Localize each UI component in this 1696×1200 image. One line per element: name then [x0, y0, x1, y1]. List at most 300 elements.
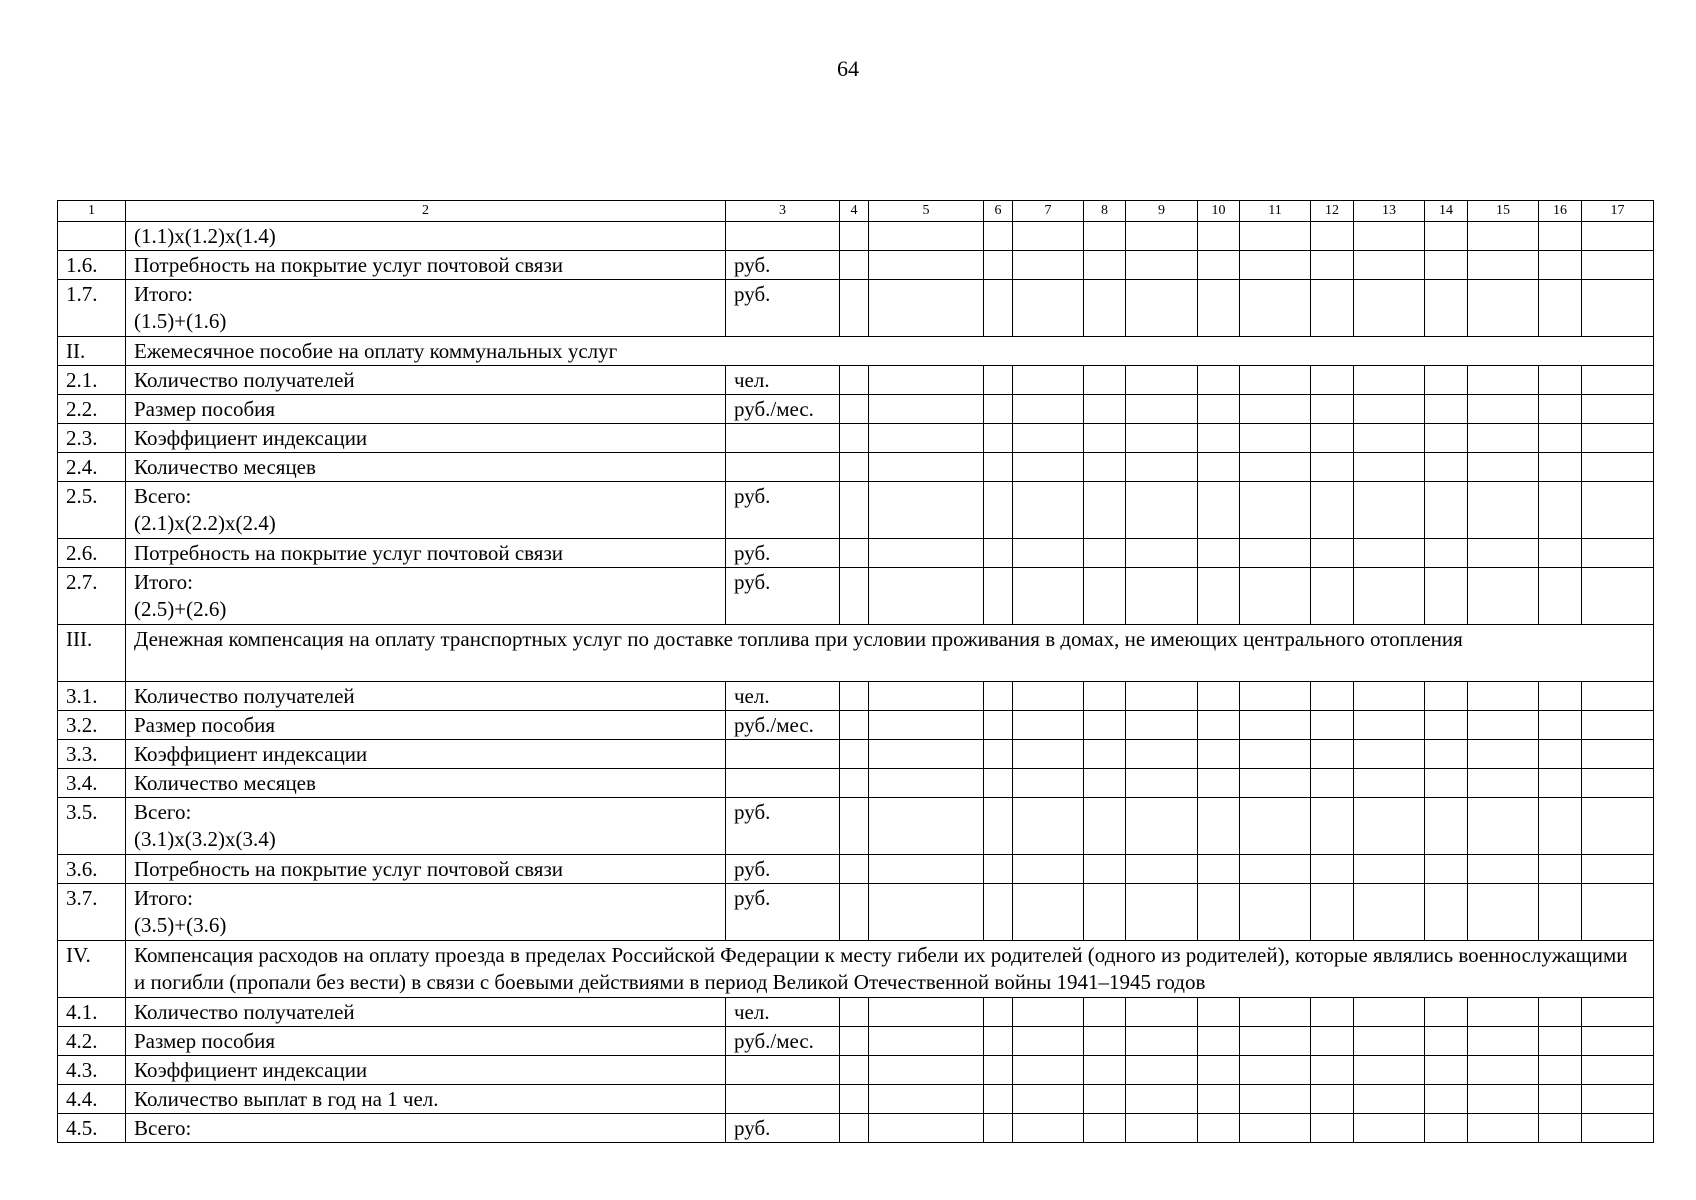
row-number-cell: II. [58, 337, 126, 366]
value-cell-col-17 [1582, 998, 1654, 1027]
value-cell-col-11 [1240, 798, 1311, 855]
row-number-cell: 2.1. [58, 366, 126, 395]
value-cell-col-4 [840, 855, 869, 884]
value-cell-col-6 [984, 280, 1013, 337]
value-cell-col-5 [869, 1114, 984, 1143]
row-number-cell: 3.2. [58, 711, 126, 740]
row-description-cell [126, 682, 726, 711]
row-number-cell: 2.5. [58, 482, 126, 539]
value-cell-col-12 [1311, 453, 1354, 482]
value-cell-col-15 [1468, 539, 1539, 568]
value-cell-col-15 [1468, 453, 1539, 482]
value-cell-col-4 [840, 568, 869, 625]
value-cell-col-4 [840, 1114, 869, 1143]
value-cell-col-14 [1425, 1056, 1468, 1085]
value-cell-col-13 [1354, 682, 1425, 711]
value-cell-col-7 [1013, 453, 1084, 482]
value-cell-col-5 [869, 482, 984, 539]
row-description-cell [126, 280, 726, 337]
value-cell-col-8 [1084, 682, 1126, 711]
column-header-6: 6 [984, 201, 1013, 222]
value-cell-col-12 [1311, 740, 1354, 769]
value-cell-col-15 [1468, 682, 1539, 711]
table-row [58, 884, 1654, 941]
value-cell-col-16 [1539, 1056, 1582, 1085]
value-cell-col-5 [869, 769, 984, 798]
value-cell-col-4 [840, 884, 869, 941]
table-row [58, 424, 1654, 453]
value-cell-col-6 [984, 769, 1013, 798]
value-cell-col-16 [1539, 539, 1582, 568]
value-cell-col-11 [1240, 769, 1311, 798]
value-cell-col-4 [840, 366, 869, 395]
column-header-10: 10 [1198, 201, 1240, 222]
row-description-line: Потребность на покрытие услуг почтовой связи [134, 857, 563, 881]
value-cell-col-12 [1311, 1056, 1354, 1085]
value-cell-col-13 [1354, 1085, 1425, 1114]
value-cell-col-15 [1468, 769, 1539, 798]
value-cell-col-12 [1311, 424, 1354, 453]
value-cell-col-17 [1582, 453, 1654, 482]
value-cell-col-5 [869, 998, 984, 1027]
row-number-cell: 1.7. [58, 280, 126, 337]
value-cell-col-9 [1126, 222, 1198, 251]
value-cell-col-13 [1354, 424, 1425, 453]
row-description-line: Количество выплат в год на 1 чел. [134, 1087, 439, 1111]
row-description-cell [126, 482, 726, 539]
row-description-line: Итого: [134, 282, 193, 306]
value-cell-col-6 [984, 884, 1013, 941]
value-cell-col-16 [1539, 1027, 1582, 1056]
row-number-cell: 2.6. [58, 539, 126, 568]
row-unit-cell [726, 1085, 840, 1114]
value-cell-col-12 [1311, 1085, 1354, 1114]
value-cell-col-12 [1311, 998, 1354, 1027]
value-cell-col-14 [1425, 1027, 1468, 1056]
value-cell-col-4 [840, 424, 869, 453]
value-cell-col-10 [1198, 251, 1240, 280]
value-cell-col-6 [984, 539, 1013, 568]
value-cell-col-12 [1311, 482, 1354, 539]
row-description-cell [126, 1056, 726, 1085]
value-cell-col-16 [1539, 482, 1582, 539]
value-cell-col-7 [1013, 769, 1084, 798]
value-cell-col-6 [984, 998, 1013, 1027]
value-cell-col-5 [869, 539, 984, 568]
value-cell-col-9 [1126, 798, 1198, 855]
value-cell-col-17 [1582, 740, 1654, 769]
value-cell-col-4 [840, 1027, 869, 1056]
value-cell-col-17 [1582, 1114, 1654, 1143]
row-description-cell [126, 366, 726, 395]
value-cell-col-4 [840, 998, 869, 1027]
row-description-line: Коэффициент индексации [134, 1058, 368, 1082]
row-unit-cell: чел. [726, 682, 840, 711]
value-cell-col-6 [984, 453, 1013, 482]
table-row [58, 711, 1654, 740]
value-cell-col-12 [1311, 682, 1354, 711]
row-description-cell [126, 884, 726, 941]
value-cell-col-15 [1468, 424, 1539, 453]
table-row [58, 453, 1654, 482]
row-description-cell [126, 769, 726, 798]
value-cell-col-7 [1013, 1085, 1084, 1114]
page-number: 64 [837, 56, 859, 81]
value-cell-col-7 [1013, 1056, 1084, 1085]
value-cell-col-13 [1354, 453, 1425, 482]
value-cell-col-16 [1539, 711, 1582, 740]
value-cell-col-12 [1311, 769, 1354, 798]
row-description-line: Размер пособия [134, 713, 276, 737]
value-cell-col-7 [1013, 222, 1084, 251]
value-cell-col-8 [1084, 798, 1126, 855]
value-cell-col-5 [869, 280, 984, 337]
value-cell-col-14 [1425, 682, 1468, 711]
row-description-cell [126, 453, 726, 482]
value-cell-col-6 [984, 798, 1013, 855]
value-cell-col-16 [1539, 1114, 1582, 1143]
table-row [58, 1114, 1654, 1143]
value-cell-col-13 [1354, 539, 1425, 568]
value-cell-col-16 [1539, 568, 1582, 625]
value-cell-col-8 [1084, 222, 1126, 251]
row-description-line: Потребность на покрытие услуг почтовой связи [134, 541, 563, 565]
value-cell-col-11 [1240, 1027, 1311, 1056]
row-number-cell: 2.7. [58, 568, 126, 625]
value-cell-col-7 [1013, 884, 1084, 941]
row-number-cell: 3.7. [58, 884, 126, 941]
value-cell-col-8 [1084, 998, 1126, 1027]
value-cell-col-9 [1126, 395, 1198, 424]
row-description-line: Размер пособия [134, 1029, 276, 1053]
value-cell-col-4 [840, 222, 869, 251]
value-cell-col-16 [1539, 280, 1582, 337]
value-cell-col-10 [1198, 1027, 1240, 1056]
value-cell-col-16 [1539, 1085, 1582, 1114]
value-cell-col-11 [1240, 682, 1311, 711]
row-description-cell [126, 998, 726, 1027]
value-cell-col-6 [984, 1114, 1013, 1143]
value-cell-col-7 [1013, 740, 1084, 769]
column-header-11: 11 [1240, 201, 1311, 222]
table-row [58, 855, 1654, 884]
value-cell-col-8 [1084, 1056, 1126, 1085]
value-cell-col-4 [840, 682, 869, 711]
row-unit-cell: руб. [726, 798, 840, 855]
value-cell-col-15 [1468, 798, 1539, 855]
value-cell-col-14 [1425, 884, 1468, 941]
value-cell-col-14 [1425, 482, 1468, 539]
row-description-cell [126, 251, 726, 280]
value-cell-col-9 [1126, 280, 1198, 337]
value-cell-col-7 [1013, 568, 1084, 625]
value-cell-col-17 [1582, 222, 1654, 251]
value-cell-col-6 [984, 855, 1013, 884]
row-unit-cell [726, 769, 840, 798]
value-cell-col-5 [869, 366, 984, 395]
value-cell-col-15 [1468, 568, 1539, 625]
value-cell-col-17 [1582, 539, 1654, 568]
value-cell-col-8 [1084, 884, 1126, 941]
value-cell-col-10 [1198, 366, 1240, 395]
value-cell-col-15 [1468, 1085, 1539, 1114]
row-number-cell: 4.5. [58, 1114, 126, 1143]
row-description-line: Количество месяцев [134, 771, 316, 795]
value-cell-col-16 [1539, 395, 1582, 424]
row-description-line: (2.5)+(2.6) [134, 597, 227, 621]
value-cell-col-5 [869, 740, 984, 769]
value-cell-col-8 [1084, 280, 1126, 337]
value-cell-col-9 [1126, 1085, 1198, 1114]
value-cell-col-13 [1354, 884, 1425, 941]
row-description-line: Количество получателей [134, 1000, 355, 1024]
value-cell-col-15 [1468, 711, 1539, 740]
value-cell-col-5 [869, 1085, 984, 1114]
value-cell-col-7 [1013, 798, 1084, 855]
value-cell-col-10 [1198, 682, 1240, 711]
row-description-cell [126, 539, 726, 568]
value-cell-col-17 [1582, 424, 1654, 453]
value-cell-col-13 [1354, 1027, 1425, 1056]
value-cell-col-11 [1240, 453, 1311, 482]
value-cell-col-14 [1425, 769, 1468, 798]
value-cell-col-4 [840, 539, 869, 568]
value-cell-col-6 [984, 482, 1013, 539]
value-cell-col-7 [1013, 539, 1084, 568]
value-cell-col-5 [869, 1027, 984, 1056]
row-unit-cell: руб. [726, 482, 840, 539]
section-row [58, 337, 1654, 366]
value-cell-col-9 [1126, 711, 1198, 740]
value-cell-col-11 [1240, 855, 1311, 884]
table-row [58, 482, 1654, 539]
value-cell-col-10 [1198, 798, 1240, 855]
value-cell-col-8 [1084, 1085, 1126, 1114]
value-cell-col-11 [1240, 395, 1311, 424]
value-cell-col-12 [1311, 1027, 1354, 1056]
value-cell-col-6 [984, 251, 1013, 280]
value-cell-col-16 [1539, 222, 1582, 251]
row-description-cell [126, 424, 726, 453]
row-number-cell: 3.5. [58, 798, 126, 855]
value-cell-col-17 [1582, 1056, 1654, 1085]
value-cell-col-7 [1013, 1027, 1084, 1056]
value-cell-col-15 [1468, 884, 1539, 941]
value-cell-col-10 [1198, 222, 1240, 251]
value-cell-col-9 [1126, 453, 1198, 482]
column-header-8: 8 [1084, 201, 1126, 222]
row-description-cell [126, 1027, 726, 1056]
section-row [58, 625, 1654, 682]
row-unit-cell: руб./мес. [726, 395, 840, 424]
value-cell-col-14 [1425, 280, 1468, 337]
value-cell-col-7 [1013, 251, 1084, 280]
value-cell-col-4 [840, 453, 869, 482]
value-cell-col-15 [1468, 482, 1539, 539]
value-cell-col-5 [869, 453, 984, 482]
value-cell-col-14 [1425, 539, 1468, 568]
value-cell-col-15 [1468, 222, 1539, 251]
value-cell-col-13 [1354, 568, 1425, 625]
row-unit-cell: руб. [726, 539, 840, 568]
value-cell-col-14 [1425, 366, 1468, 395]
value-cell-col-8 [1084, 539, 1126, 568]
row-description-cell [126, 855, 726, 884]
value-cell-col-11 [1240, 568, 1311, 625]
value-cell-col-15 [1468, 251, 1539, 280]
row-unit-cell: руб./мес. [726, 711, 840, 740]
value-cell-col-11 [1240, 1114, 1311, 1143]
value-cell-col-8 [1084, 366, 1126, 395]
value-cell-col-10 [1198, 1085, 1240, 1114]
table-row [58, 395, 1654, 424]
value-cell-col-5 [869, 424, 984, 453]
value-cell-col-17 [1582, 1085, 1654, 1114]
row-number-cell: 4.4. [58, 1085, 126, 1114]
value-cell-col-7 [1013, 855, 1084, 884]
value-cell-col-8 [1084, 711, 1126, 740]
value-cell-col-11 [1240, 251, 1311, 280]
value-cell-col-17 [1582, 251, 1654, 280]
column-header-4: 4 [840, 201, 869, 222]
value-cell-col-12 [1311, 280, 1354, 337]
row-description-line: Коэффициент индексации [134, 742, 368, 766]
value-cell-col-11 [1240, 884, 1311, 941]
value-cell-col-17 [1582, 568, 1654, 625]
table-row [58, 740, 1654, 769]
value-cell-col-6 [984, 711, 1013, 740]
value-cell-col-17 [1582, 366, 1654, 395]
value-cell-col-4 [840, 711, 869, 740]
value-cell-col-12 [1311, 855, 1354, 884]
value-cell-col-4 [840, 395, 869, 424]
value-cell-col-17 [1582, 711, 1654, 740]
value-cell-col-4 [840, 251, 869, 280]
value-cell-col-12 [1311, 251, 1354, 280]
value-cell-col-15 [1468, 1114, 1539, 1143]
row-description-line: Количество месяцев [134, 455, 316, 479]
value-cell-col-17 [1582, 855, 1654, 884]
row-description-line: (3.5)+(3.6) [134, 913, 227, 937]
row-description-line: (3.1)x(3.2)x(3.4) [134, 827, 276, 851]
section-row [58, 941, 1654, 998]
value-cell-col-13 [1354, 798, 1425, 855]
row-description-cell [126, 1114, 726, 1143]
table-row [58, 222, 1654, 251]
row-number-cell: 3.3. [58, 740, 126, 769]
value-cell-col-16 [1539, 366, 1582, 395]
value-cell-col-15 [1468, 280, 1539, 337]
value-cell-col-12 [1311, 539, 1354, 568]
value-cell-col-7 [1013, 395, 1084, 424]
table-row [58, 798, 1654, 855]
row-description-line: Коэффициент индексации [134, 426, 368, 450]
table-row [58, 1085, 1654, 1114]
value-cell-col-13 [1354, 280, 1425, 337]
table-row [58, 1027, 1654, 1056]
value-cell-col-9 [1126, 424, 1198, 453]
value-cell-col-16 [1539, 998, 1582, 1027]
value-cell-col-16 [1539, 424, 1582, 453]
value-cell-col-6 [984, 424, 1013, 453]
row-number-cell: IV. [58, 941, 126, 998]
value-cell-col-16 [1539, 453, 1582, 482]
value-cell-col-13 [1354, 711, 1425, 740]
row-description-line: (1.1)x(1.2)x(1.4) [134, 224, 276, 248]
value-cell-col-8 [1084, 855, 1126, 884]
value-cell-col-6 [984, 740, 1013, 769]
value-cell-col-13 [1354, 740, 1425, 769]
value-cell-col-9 [1126, 1056, 1198, 1085]
row-description-line: Всего: [134, 800, 192, 824]
value-cell-col-6 [984, 682, 1013, 711]
table-row [58, 1056, 1654, 1085]
value-cell-col-10 [1198, 453, 1240, 482]
value-cell-col-13 [1354, 395, 1425, 424]
row-unit-cell: руб./мес. [726, 1027, 840, 1056]
value-cell-col-9 [1126, 855, 1198, 884]
value-cell-col-7 [1013, 280, 1084, 337]
value-cell-col-14 [1425, 740, 1468, 769]
row-description-cell [126, 798, 726, 855]
column-header-14: 14 [1425, 201, 1468, 222]
value-cell-col-16 [1539, 740, 1582, 769]
value-cell-col-12 [1311, 1114, 1354, 1143]
value-cell-col-9 [1126, 769, 1198, 798]
value-cell-col-16 [1539, 251, 1582, 280]
row-description-line: Итого: [134, 570, 193, 594]
column-header-3: 3 [726, 201, 840, 222]
value-cell-col-17 [1582, 682, 1654, 711]
value-cell-col-14 [1425, 998, 1468, 1027]
value-cell-col-6 [984, 366, 1013, 395]
value-cell-col-11 [1240, 740, 1311, 769]
value-cell-col-8 [1084, 740, 1126, 769]
value-cell-col-14 [1425, 395, 1468, 424]
row-unit-cell [726, 1056, 840, 1085]
section-title-cell: Денежная компенсация на оплату транспортных услуг по доставке топлива при условии проживания в домах, не имеющих центрального отопления [126, 625, 1654, 682]
column-header-16: 16 [1539, 201, 1582, 222]
table-row [58, 251, 1654, 280]
value-cell-col-7 [1013, 682, 1084, 711]
table-row [58, 280, 1654, 337]
value-cell-col-5 [869, 884, 984, 941]
value-cell-col-4 [840, 798, 869, 855]
value-cell-col-10 [1198, 884, 1240, 941]
value-cell-col-4 [840, 740, 869, 769]
value-cell-col-6 [984, 1085, 1013, 1114]
value-cell-col-14 [1425, 222, 1468, 251]
value-cell-col-15 [1468, 1027, 1539, 1056]
row-unit-cell: чел. [726, 998, 840, 1027]
value-cell-col-14 [1425, 1085, 1468, 1114]
row-number-cell: 3.6. [58, 855, 126, 884]
value-cell-col-7 [1013, 1114, 1084, 1143]
row-description-line: Потребность на покрытие услуг почтовой связи [134, 253, 563, 277]
row-number-cell: 2.3. [58, 424, 126, 453]
column-header-5: 5 [869, 201, 984, 222]
column-header-9: 9 [1126, 201, 1198, 222]
value-cell-col-8 [1084, 568, 1126, 625]
row-number-cell: 4.2. [58, 1027, 126, 1056]
column-header-1: 1 [58, 201, 126, 222]
value-cell-col-17 [1582, 884, 1654, 941]
value-cell-col-10 [1198, 740, 1240, 769]
value-cell-col-8 [1084, 424, 1126, 453]
row-description-line: Количество получателей [134, 368, 355, 392]
table-row [58, 682, 1654, 711]
budget-table [57, 200, 1654, 1143]
